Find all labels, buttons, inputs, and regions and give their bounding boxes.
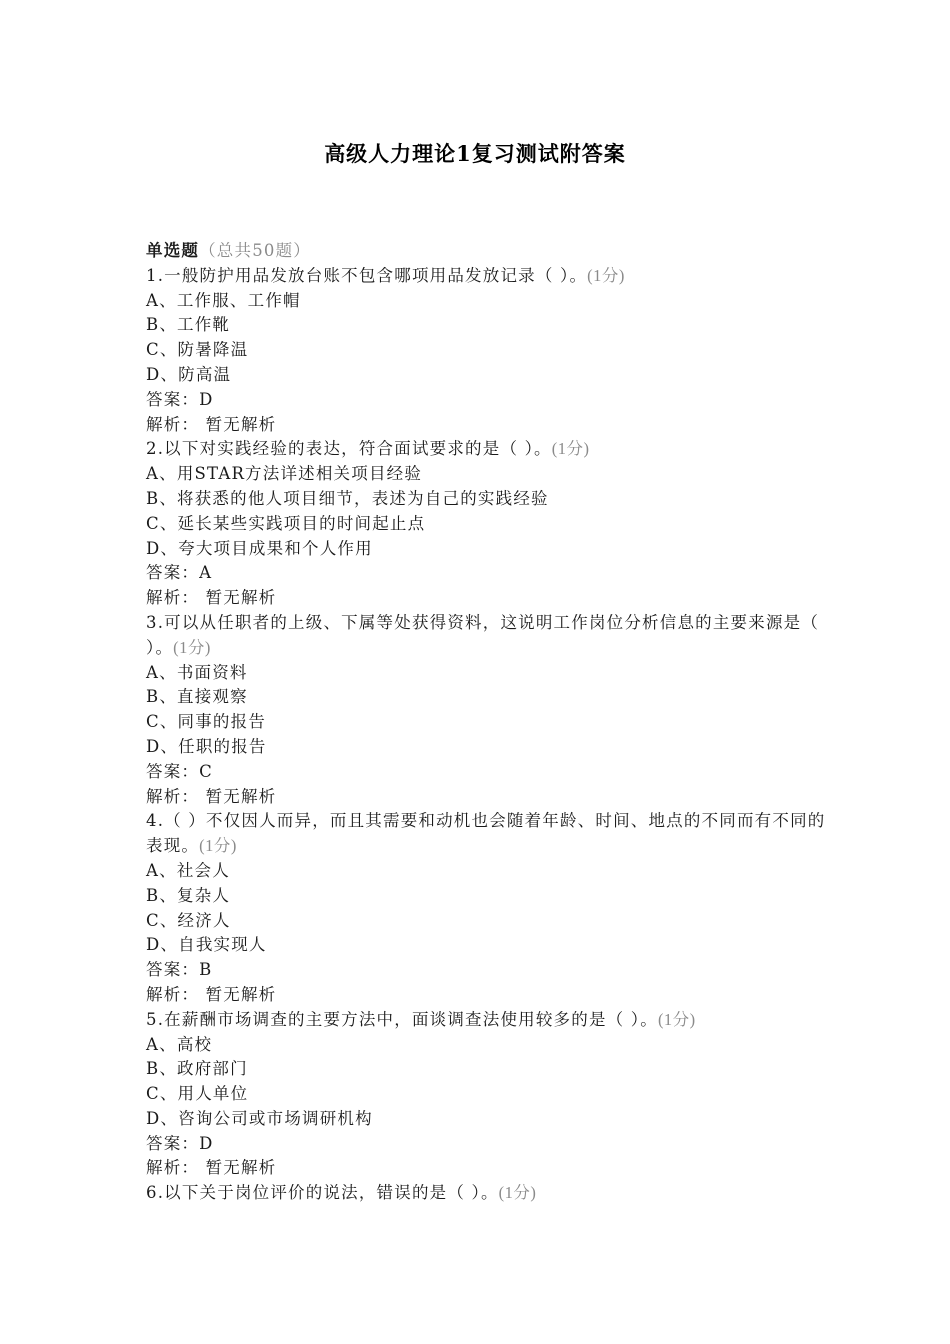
- option-a: A、社会人: [146, 860, 230, 880]
- option-b: B、政府部门: [146, 1059, 248, 1079]
- question-block: [146, 437, 826, 611]
- answer-value: A: [199, 563, 213, 583]
- analysis-line: 解析： 暂无解析: [146, 1158, 277, 1178]
- answer-line: 答案：B: [146, 960, 213, 980]
- option-b: B、工作靴: [146, 315, 231, 335]
- question-block: [146, 1008, 826, 1182]
- option-d: D、防高温: [146, 364, 232, 384]
- question-block: [146, 611, 826, 809]
- option-c: C、用人单位: [146, 1084, 249, 1104]
- option-a: A、书面资料: [146, 662, 248, 682]
- question-score: (1分): [551, 439, 590, 459]
- answer-value: C: [199, 761, 213, 781]
- option-d: D、任职的报告: [146, 736, 267, 756]
- question-score: (1分): [173, 637, 211, 657]
- option-d: D、自我实现人: [146, 935, 267, 955]
- section-count-note: （总共50题）: [199, 241, 312, 260]
- option-c: C、经济人: [146, 910, 231, 930]
- analysis-value: 暂无解析: [205, 984, 277, 1004]
- analysis-line: 解析： 暂无解析: [146, 984, 277, 1004]
- question-block: [146, 1181, 826, 1206]
- option-b: B、将获悉的他人项目细节，表述为自己的实践经验: [146, 488, 549, 508]
- question-stem: 5.在薪酬市场调查的主要方法中，面谈调查法使用较多的是（ ）。(1分): [146, 1009, 696, 1029]
- section-title: 单选题: [146, 241, 200, 260]
- analysis-line: 解析： 暂无解析: [146, 588, 277, 608]
- question-stem: 2.以下对实践经验的表达，符合面试要求的是（ ）。(1分): [146, 439, 590, 459]
- analysis-value: 暂无解析: [205, 786, 277, 806]
- analysis-value: 暂无解析: [205, 414, 277, 434]
- answer-line: 答案：D: [146, 389, 214, 409]
- answer-line: 答案：C: [146, 761, 213, 781]
- question-block: [146, 264, 826, 438]
- option-d: D、咨询公司或市场调研机构: [146, 1108, 373, 1128]
- section-heading: [146, 239, 826, 264]
- answer-value: B: [199, 960, 213, 980]
- option-c: C、同事的报告: [146, 712, 267, 732]
- answer-line: 答案：D: [146, 1133, 214, 1153]
- answer-value: D: [199, 1133, 214, 1153]
- option-c: C、延长某些实践项目的时间起止点: [146, 513, 426, 533]
- question-score: (1分): [657, 1009, 696, 1029]
- question-stem: 6.以下关于岗位评价的说法，错误的是（ ）。(1分): [146, 1183, 537, 1203]
- question-stem: 3.可以从任职者的上级、下属等处获得资料，这说明工作岗位分析信息的主要来源是（ ）。(1分): [146, 612, 820, 657]
- question-stem: 4.（ ）不仅因人而异，而且其需要和动机也会随着年龄、时间、地点的不同而有不同的表现。(1分): [146, 811, 826, 856]
- option-d: D、夸大项目成果和个人作用: [146, 538, 373, 558]
- question-score: (1分): [498, 1183, 537, 1203]
- option-a: A、工作服、工作帽: [146, 290, 301, 310]
- question-score: (1分): [199, 836, 237, 856]
- analysis-value: 暂无解析: [205, 1158, 277, 1178]
- question-stem: 1.一般防护用品发放台账不包含哪项用品发放记录（ ）。(1分): [146, 265, 625, 285]
- option-a: A、用STAR方法详述相关项目经验: [146, 464, 423, 484]
- question-score: (1分): [587, 265, 625, 285]
- option-b: B、直接观察: [146, 687, 248, 707]
- document-body: [146, 239, 826, 1206]
- question-block: [146, 809, 826, 1007]
- document-title: 高级人力理论1复习测试附答案: [324, 141, 626, 166]
- analysis-line: 解析： 暂无解析: [146, 414, 277, 434]
- analysis-line: 解析： 暂无解析: [146, 786, 277, 806]
- answer-value: D: [199, 389, 214, 409]
- option-c: C、防暑降温: [146, 340, 249, 360]
- option-a: A、高校: [146, 1034, 213, 1054]
- answer-line: 答案：A: [146, 563, 213, 583]
- analysis-value: 暂无解析: [205, 588, 277, 608]
- option-b: B、复杂人: [146, 885, 231, 905]
